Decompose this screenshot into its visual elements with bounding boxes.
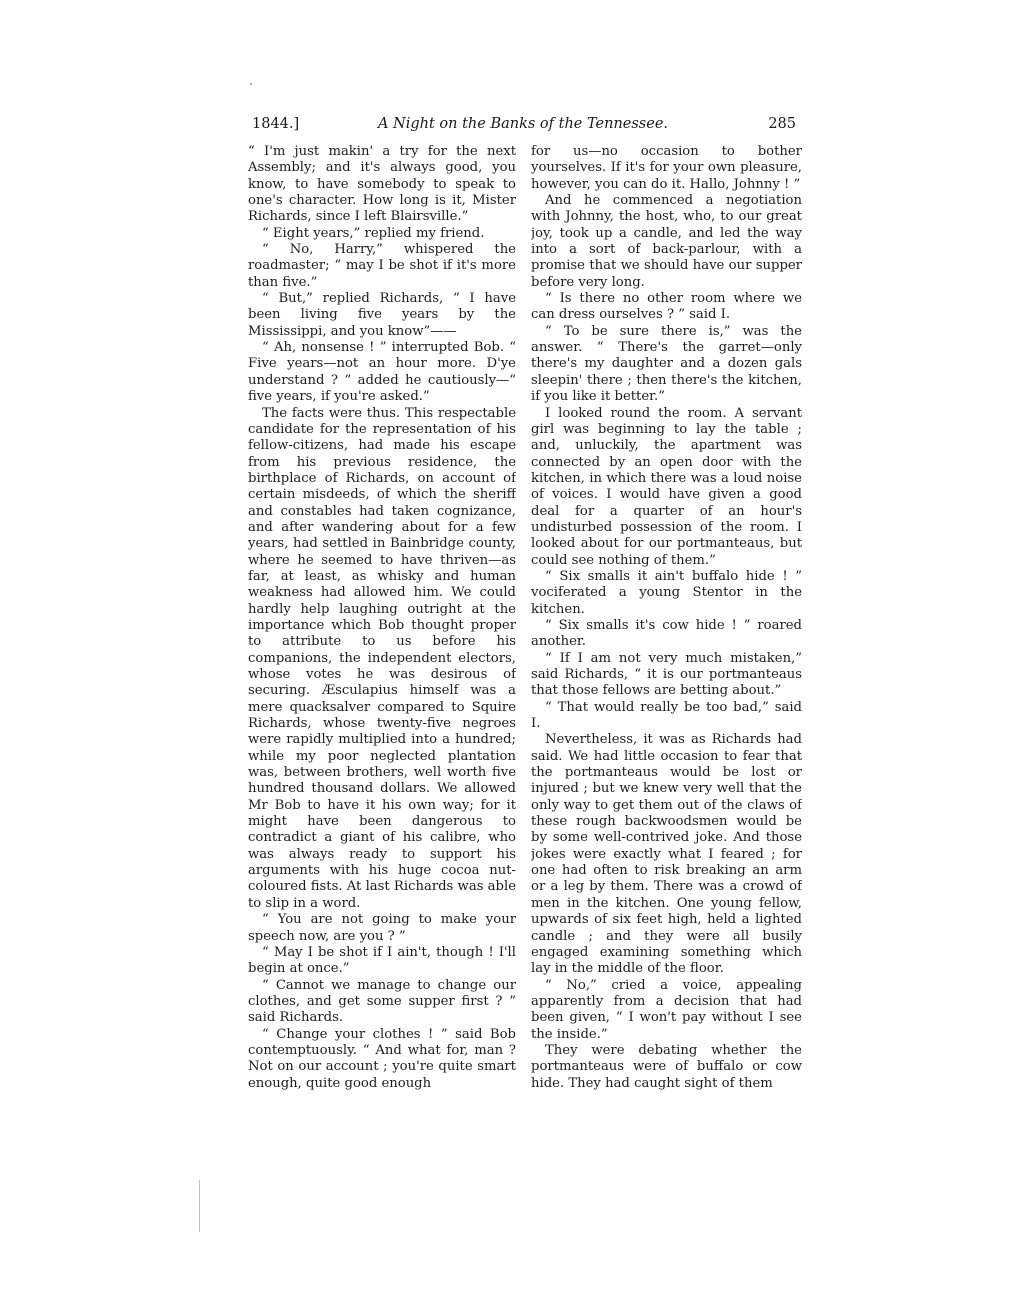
scan-margin-mark (199, 1180, 200, 1232)
paragraph: I looked round the room. A servant girl was beginning to lay the table ; and, unluckily, the apartment was connected by an open door with the kitchen, in which there was a loud noise of voices. I would have given a good deal for a quarter of an hour's undisturbed possession of the room. I looked about for our portmanteaus, but could see nothing of them.” (531, 405, 802, 568)
paragraph: Nevertheless, it was as Richards had said. We had little occasion to fear that the portmanteaus would be lost or injured ; but we knew very well that the only way to get them out of the claws of these rough backwoodsmen would be by some well-contrived joke. And those jokes were exactly what I feared ; for one had often to risk breaking an arm or a leg by them. There was a crowd of men in the kitchen. One young fellow, upwards of six feet high, held a lighted candle ; and they were all busily engaged examining something which lay in the middle of the floor. (531, 732, 802, 977)
paragraph: The facts were thus. This respectable candidate for the representation of his fellow-citizens, had made his escape from his previous residence, the birthplace of Richards, on account of certain misdeeds, of which the sheriff and constables had taken cognizance, and after wandering about for a few years, had settled in Bainbridge county, where he seemed to have thriven—as far, at least, as whisky and human weakness had allowed him. We could hardly help laughing outright at the importance which Bob thought proper to attribute to us before his companions, the independent electors, whose votes he was desirous of securing. Æsculapius himself was a mere quacksalver compared to Squire Richards, whose twenty-five negroes were rapidly multiplied into a hundred; while my poor neglected plantation was, between brothers, well worth five hundred thousand dollars. We allowed Mr Bob to have it his own way; for it might have been dangerous to contradict a giant of his calibre, who was always ready to support his arguments with his huge cocoa nut-coloured fists. At last Richards was able to slip in a word. (248, 405, 516, 911)
paragraph: “ May I be shot if I ain't, though ! I'll begin at once.” (248, 944, 516, 977)
left-column (248, 144, 516, 1134)
paragraph: “ Eight years,” replied my friend. (262, 225, 485, 241)
paragraph: “ Change your clothes ! ” said Bob contemptuously. “ And what for, man ? Not on our account ; you're quite smart enough, quite good enough (248, 1026, 516, 1091)
paragraph: “ Is there no other room where we can dress ourselves ? ” said I. (531, 291, 802, 323)
paragraph: And he commenced a negotiation with Johnny, the host, who, to our great joy, took up a candle, and led the way into a sort of back-parlour, with a promise that we should have our supper before very long. (531, 193, 802, 290)
paragraph: “ You are not going to make your speech now, are you ? ” (248, 912, 516, 944)
header-title: A Night on the Banks of the Tennessee. (377, 116, 669, 132)
header-year: 1844.] (252, 116, 300, 132)
paragraph: for us—no occasion to bother yourselves. If it's for your own pleasure, however, you can do it. Hallo, Johnny ! ” (531, 144, 802, 192)
paragraph: “ Cannot we manage to change our clothes, and get some supper first ? ” said Richards. (248, 977, 516, 1026)
paragraph: “ Six smalls it ain't buffalo hide ! ” vociferated a young Stentor in the kitchen. (531, 568, 802, 617)
paragraph: “ No, Harry,” whispered the roadmaster; “ may I be shot if it's more than five.” (248, 242, 516, 290)
paragraph: “ I'm just makin' a try for the next Assembly; and it's always good, you know, to have somebody to speak to one's character. How long is it, Mister Richards, since I left Blairsville.” (248, 144, 516, 225)
paragraph: “ But,” replied Richards, “ I have been living five years by the Mississippi, and you know”—— (248, 291, 516, 339)
running-header (248, 116, 798, 138)
paragraph: “ If I am not very much mistaken,” said Richards, “ it is our portmanteaus that those fellows are betting about.” (531, 650, 802, 699)
paragraph: “ No,” cried a voice, appealing apparently from a decision that had been given, “ I won't pay without I see the inside.” (531, 977, 802, 1042)
paragraph: “ To be sure there is,” was the answer. “ There's the garret—only there's my daughter and a dozen gals sleepin' there ; then there's the kitchen, if you like it better.” (531, 323, 802, 405)
paragraph: “ Ah, nonsense ! ” interrupted Bob. “ Five years—not an hour more. D'ye understand ? ” added he cautiously—“ five years, if you're asked.” (248, 340, 516, 405)
page-number: 285 (768, 116, 796, 132)
right-column (531, 144, 802, 1134)
paragraph: “ Six smalls it's cow hide ! ” roared another. (531, 617, 802, 650)
scan-speck (250, 83, 252, 85)
paragraph: “ That would really be too bad,” said I. (531, 699, 802, 732)
paragraph: They were debating whether the portmanteaus were of buffalo or cow hide. They had caught sight of them (531, 1042, 802, 1091)
